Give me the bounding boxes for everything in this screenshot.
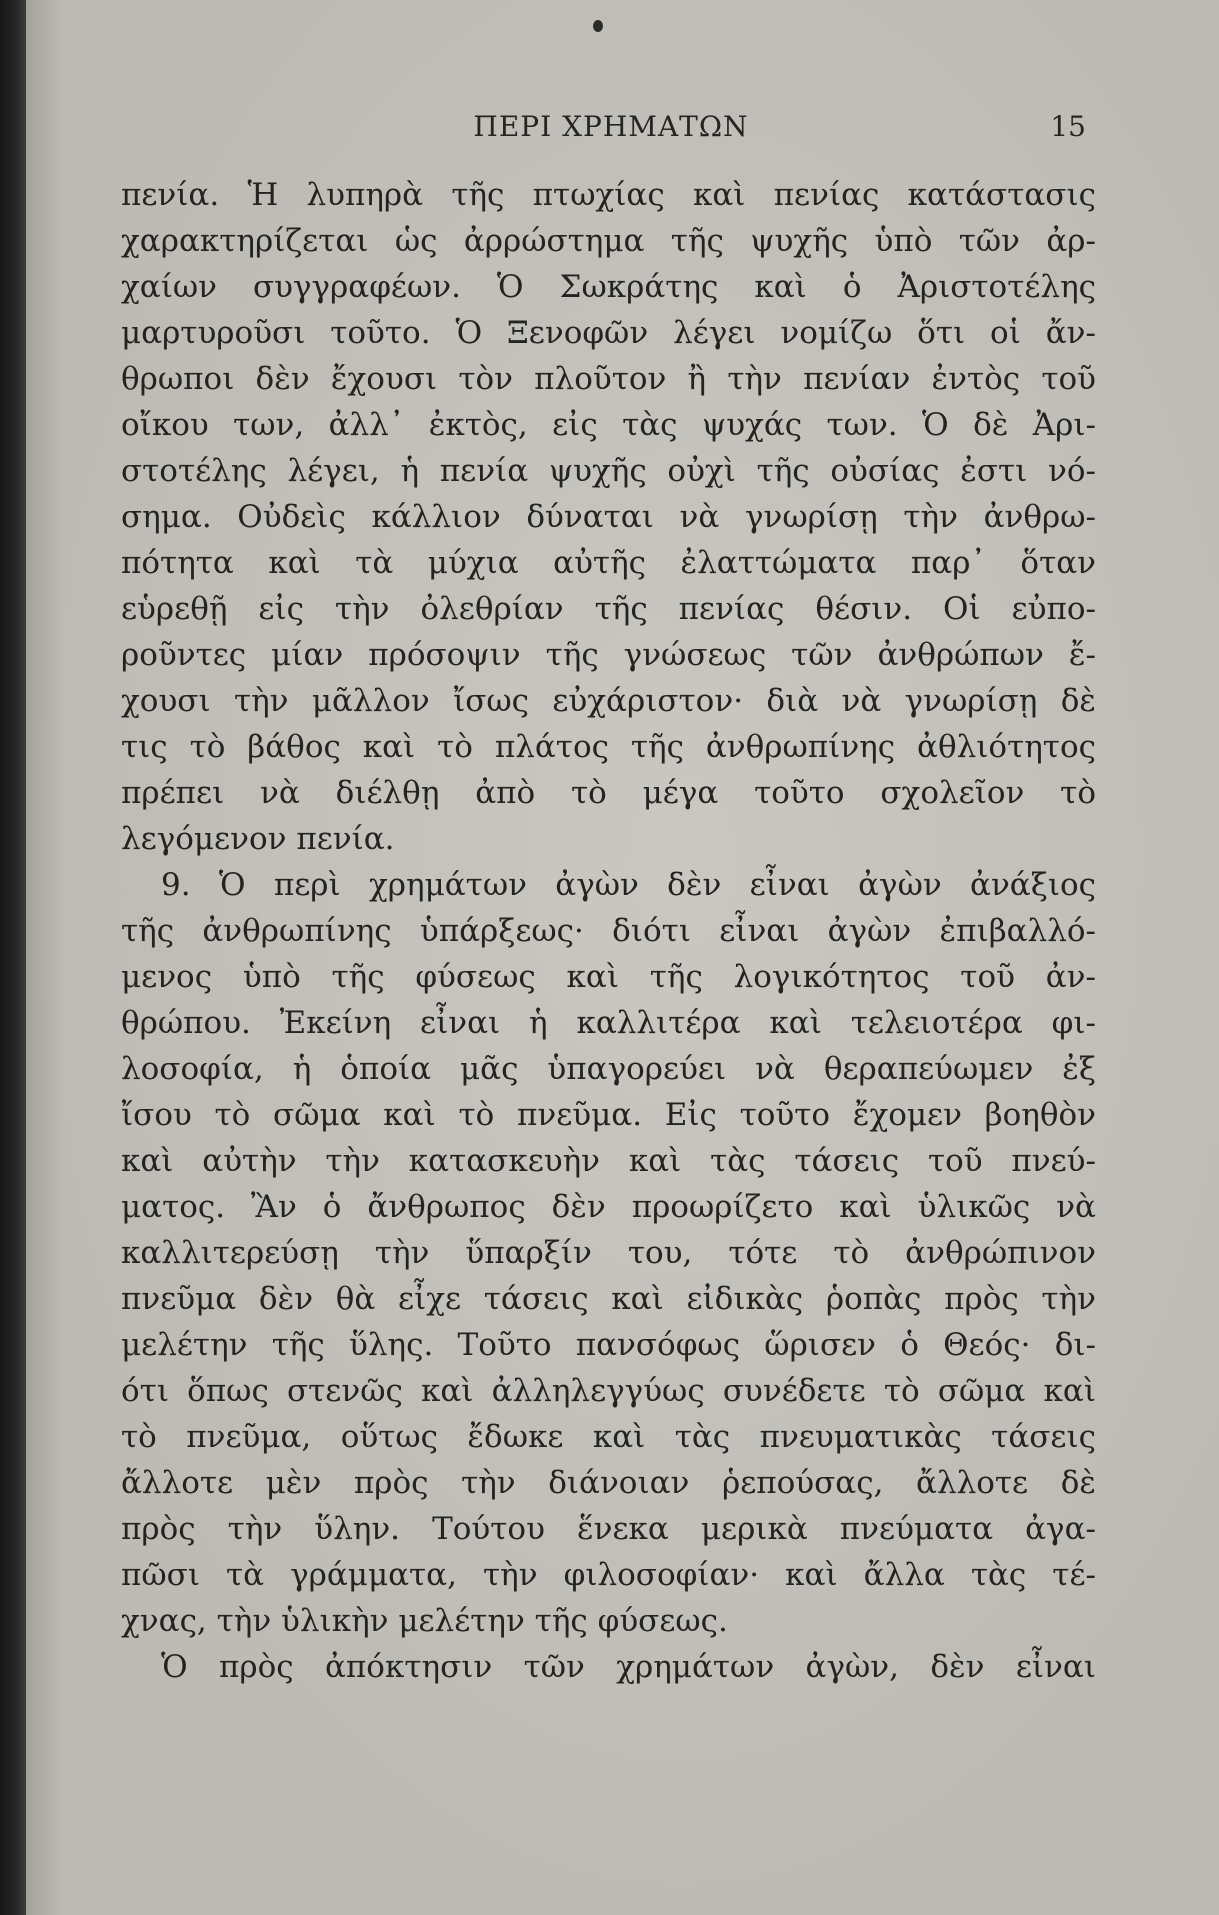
text-line: πῶσι τὰ γράμματα, τὴν φιλοσοφίαν· καὶ ἄλλα τὰς τέ- bbox=[121, 1557, 1096, 1593]
text-line: τις τὸ βάθος καὶ τὸ πλάτος τῆς ἀνθρωπίνης ἀθλιότητος bbox=[121, 729, 1096, 765]
text-line: ροῦντες μίαν πρόσοψιν τῆς γνώσεως τῶν ἀνθρώπων ἔ- bbox=[121, 637, 1096, 673]
text-line: ματος. Ἂν ὁ ἄνθρωπος δὲν προωρίζετο καὶ ὑλικῶς νὰ bbox=[121, 1189, 1096, 1225]
text-line: πρέπει νὰ διέλθῃ ἀπὸ τὸ μέγα τοῦτο σχολεῖον τὸ bbox=[121, 775, 1096, 811]
running-head: ΠΕΡΙ ΧΡΗΜΑΤΩΝ bbox=[473, 110, 749, 143]
text-line: λοσοφία, ἡ ὁποία μᾶς ὑπαγορεύει νὰ θεραπεύωμεν ἐξ bbox=[121, 1051, 1096, 1087]
text-line: ότι ὅπως στενῶς καὶ ἀλληλεγγύως συνέδετε τὸ σῶμα καὶ bbox=[121, 1373, 1096, 1409]
text-line: χνας, τὴν ὑλικὴν μελέτην τῆς φύσεως. bbox=[121, 1603, 728, 1639]
body-text bbox=[121, 172, 1096, 1732]
book-page bbox=[26, 0, 1219, 1915]
text-line: σημα. Οὐδεὶς κάλλιον δύναται νὰ γνωρίσῃ τὴν ἀνθρω- bbox=[121, 499, 1096, 535]
ink-spot bbox=[593, 20, 603, 32]
text-line: λεγόμενον πενία. bbox=[121, 821, 395, 857]
text-line: τὸ πνεῦμα, οὕτως ἔδωκε καὶ τὰς πνευματικὰς τάσεις bbox=[121, 1419, 1096, 1455]
text-line: πνεῦμα δὲν θὰ εἶχε τάσεις καὶ εἰδικὰς ῥοπὰς πρὸς τὴν bbox=[121, 1281, 1096, 1317]
page-number: 15 bbox=[1050, 110, 1086, 143]
text-line: χαρακτηρίζεται ὡς ἀρρώστημα τῆς ψυχῆς ὑπὸ τῶν ἀρ- bbox=[121, 223, 1096, 259]
text-line: καὶ αὐτὴν τὴν κατασκευὴν καὶ τὰς τάσεις τοῦ πνεύ- bbox=[121, 1143, 1096, 1179]
page-header bbox=[96, 110, 1086, 154]
book-binding-edge bbox=[0, 0, 26, 1915]
text-line: οἴκου των, ἀλλ᾽ ἐκτὸς, εἰς τὰς ψυχάς των. Ὁ δὲ Ἀρι- bbox=[121, 407, 1096, 443]
text-line: πρὸς τὴν ὕλην. Τούτου ἕνεκα μερικὰ πνεύματα ἀγα- bbox=[121, 1511, 1096, 1547]
text-line: θρώπου. Ἐκείνη εἶναι ἡ καλλιτέρα καὶ τελειοτέρα φι- bbox=[121, 1005, 1096, 1041]
text-line: χαίων συγγραφέων. Ὁ Σωκράτης καὶ ὁ Ἀριστοτέλης bbox=[121, 269, 1096, 305]
text-line: ἴσου τὸ σῶμα καὶ τὸ πνεῦμα. Εἰς τοῦτο ἔχομεν βοηθὸν bbox=[121, 1097, 1096, 1133]
paragraph-start-line: 9. Ὁ περὶ χρημάτων ἀγὼν δὲν εἶναι ἀγὼν ἀνάξιος bbox=[161, 867, 1096, 903]
text-line: χουσι τὴν μᾶλλον ἴσως εὐχάριστον· διὰ νὰ γνωρίσῃ δὲ bbox=[121, 683, 1096, 719]
text-line: μαρτυροῦσι τοῦτο. Ὁ Ξενοφῶν λέγει νομίζω ὅτι οἱ ἄν- bbox=[121, 315, 1096, 351]
text-line: πότητα καὶ τὰ μύχια αὐτῆς ἐλαττώματα παρ᾽ ὅταν bbox=[121, 545, 1096, 581]
text-line: θρωποι δὲν ἔχουσι τὸν πλοῦτον ἢ τὴν πενίαν ἐντὸς τοῦ bbox=[121, 361, 1096, 397]
text-line: μενος ὑπὸ τῆς φύσεως καὶ τῆς λογικότητος τοῦ ἀν- bbox=[121, 959, 1096, 995]
text-line: στοτέλης λέγει, ἡ πενία ψυχῆς οὐχὶ τῆς οὐσίας ἐστι νό- bbox=[121, 453, 1096, 489]
text-line: μελέτην τῆς ὕλης. Τοῦτο πανσόφως ὥρισεν ὁ Θεός· δι- bbox=[121, 1327, 1096, 1363]
text-line: τῆς ἀνθρωπίνης ὑπάρξεως· διότι εἶναι ἀγὼν ἐπιβαλλό- bbox=[121, 913, 1096, 949]
text-line: καλλιτερεύσῃ τὴν ὕπαρξίν του, τότε τὸ ἀνθρώπινον bbox=[121, 1235, 1096, 1271]
text-line: πενία. Ἡ λυπηρὰ τῆς πτωχίας καὶ πενίας κατάστασις bbox=[121, 177, 1096, 213]
text-line: εὑρεθῇ εἰς τὴν ὀλεθρίαν τῆς πενίας θέσιν. Οἱ εὐπο- bbox=[121, 591, 1096, 627]
text-line: ἄλλοτε μὲν πρὸς τὴν διάνοιαν ῥεπούσας, ἄλλοτε δὲ bbox=[121, 1465, 1096, 1501]
paragraph-start-line: Ὁ πρὸς ἀπόκτησιν τῶν χρημάτων ἀγὼν, δὲν εἶναι bbox=[161, 1649, 1096, 1685]
